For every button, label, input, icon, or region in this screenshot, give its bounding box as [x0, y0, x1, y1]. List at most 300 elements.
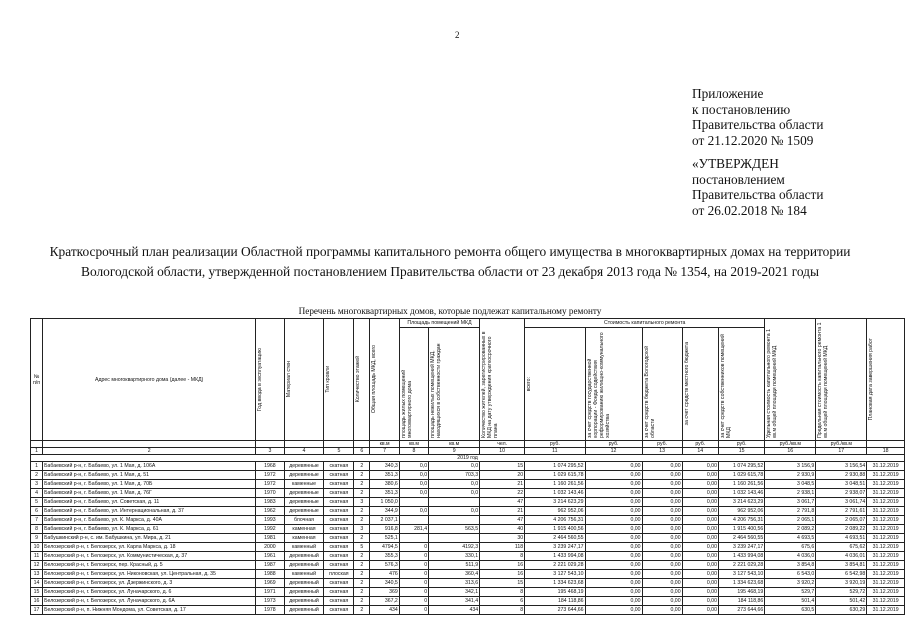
table-cell: 0,00 — [682, 516, 718, 525]
column-number: 11 — [525, 448, 585, 455]
table-cell: 476 — [370, 570, 399, 579]
table-cell: Бабаевский р-н, г. Бабаево, ул. 1 Мая, д. 51 — [43, 471, 256, 480]
table-cell: 5 — [31, 498, 43, 507]
table-cell: 118 — [480, 543, 525, 552]
table-cell: деревянный — [284, 552, 324, 561]
table-cell: 31.12.2019 — [867, 489, 905, 498]
table-cell: Бабаевский р-н, г. Бабаево, ул. Советская, д. 11 — [43, 498, 256, 507]
table-cell: 0,00 — [682, 471, 718, 480]
table-cell: 10 — [31, 543, 43, 552]
table-cell: 6 — [480, 597, 525, 606]
table-cell: 0,0 — [429, 507, 480, 516]
table-cell: 0,00 — [585, 462, 642, 471]
table-cell: 1 — [31, 462, 43, 471]
table-cell: 0 — [399, 597, 428, 606]
table-cell: деревянные — [284, 471, 324, 480]
table-cell: 3 239 247,17 — [525, 543, 585, 552]
table-cell: 2 464 560,55 — [525, 534, 585, 543]
table-cell: 3 854,81 — [816, 561, 867, 570]
table-cell: 281,4 — [399, 525, 428, 534]
year-label: 2019 год — [31, 455, 905, 462]
unit-label: кв.м — [370, 441, 399, 448]
header-cost-region: за счет средств бюджета Вологодской области — [642, 328, 682, 441]
unit-label: чел. — [480, 441, 525, 448]
header-residents: Количество жителей, зарегистрированных в МКД на дату утверждения краткосрочного плана — [480, 319, 525, 441]
table-cell: 351,3 — [370, 471, 399, 480]
table-cell: 0,0 — [429, 489, 480, 498]
table-cell: 3 048,51 — [816, 480, 867, 489]
header-year: Год ввода в эксплуатацию — [256, 319, 284, 441]
table-cell: 4 036,01 — [816, 552, 867, 561]
table-cell: 2 089,2 — [765, 525, 816, 534]
table-cell: 3 061,7 — [765, 498, 816, 507]
table-cell: 3 920,19 — [816, 579, 867, 588]
table-cell: 1 160 261,56 — [718, 480, 764, 489]
table-cell: 0,0 — [399, 462, 428, 471]
table-cell: 1972 — [256, 480, 284, 489]
table-cell: 313,6 — [429, 579, 480, 588]
table-row — [31, 516, 905, 525]
table-cell: 2 — [354, 570, 370, 579]
table-cell: Белозерский р-н, г. Белозерск, ул. Луначарского, д. 6А — [43, 597, 256, 606]
table-cell: 0,00 — [642, 570, 682, 579]
table-cell: 0,00 — [585, 516, 642, 525]
table-cell: 1993 — [256, 516, 284, 525]
table-cell: 0,0 — [399, 471, 428, 480]
column-number: 18 — [867, 448, 905, 455]
table-cell: 3 156,9 — [765, 462, 816, 471]
table-cell: каменная — [284, 525, 324, 534]
table-cell: 9 — [31, 534, 43, 543]
table-cell: 3 214 623,29 — [718, 498, 764, 507]
unit-label: кв.м — [429, 441, 480, 448]
table-cell: 2 — [354, 471, 370, 480]
table-cell: 3 048,5 — [765, 480, 816, 489]
table-cell: 0,00 — [682, 570, 718, 579]
table-cell: 11 — [31, 552, 43, 561]
table-cell: 4192,3 — [429, 543, 480, 552]
table-cell: Бабушкинский р-н, с. им. Бабушкина, ул. Мира, д. 21 — [43, 534, 256, 543]
table-cell: 8 — [480, 552, 525, 561]
table-cell: Белозерский р-н, г. Белозерск, пер. Красный, д. 5 — [43, 561, 256, 570]
column-number: 5 — [324, 448, 354, 455]
table-cell: 703,3 — [429, 471, 480, 480]
table-cell: 501,4 — [765, 597, 816, 606]
table-cell: 0,00 — [682, 525, 718, 534]
table-cell — [399, 534, 428, 543]
table-cell: 0,00 — [642, 534, 682, 543]
appendix-line: Правительства области — [692, 117, 824, 133]
table-cell: 31.12.2019 — [867, 480, 905, 489]
table-cell: Белозерский р-н, г. Белозерск, ул. Коммунистическая, д. 37 — [43, 552, 256, 561]
table-cell: скатная — [324, 516, 354, 525]
table-cell: 0,00 — [642, 579, 682, 588]
table-cell: 1981 — [256, 534, 284, 543]
table-cell: 4 206 756,31 — [718, 516, 764, 525]
table-cell: 0,00 — [585, 597, 642, 606]
appendix-line: от 21.12.2020 № 1509 — [692, 132, 814, 148]
table-cell: деревянный — [284, 597, 324, 606]
table-cell: 31.12.2019 — [867, 597, 905, 606]
header-cost-fund: за счет средств государственной корпорации - Фонда содействия реформированию жилищно-коммунального хозяйства — [585, 328, 642, 441]
table-cell: 0 — [399, 543, 428, 552]
table-cell: 3 127 543,10 — [718, 570, 764, 579]
table-cell: Бабаевский р-н, г. Бабаево, ул. Интернациональная, д. 37 — [43, 507, 256, 516]
column-number: 14 — [682, 448, 718, 455]
table-cell: 0 — [399, 561, 428, 570]
table-cell: 2 — [354, 534, 370, 543]
table-cell: 360,4 — [429, 570, 480, 579]
table-cell: 2 — [354, 597, 370, 606]
table-cell: 525,1 — [370, 534, 399, 543]
table-cell: плоская — [324, 570, 354, 579]
table-cell: 1970 — [256, 489, 284, 498]
table-row — [31, 489, 905, 498]
table-cell: 2 791,61 — [816, 507, 867, 516]
table-cell: 1 433 994,08 — [718, 552, 764, 561]
table-cell: 3 214 623,29 — [525, 498, 585, 507]
table-row — [31, 570, 905, 579]
table-subtitle: Перечень многоквартирных домов, которые подлежат капитальному ремонту — [298, 306, 602, 316]
table-cell: 2 791,8 — [765, 507, 816, 516]
table-cell: 6 542,98 — [816, 570, 867, 579]
table-cell: 3 061,74 — [816, 498, 867, 507]
document-title: Краткосрочный план реализации Областной программы капитального ремонта общего имущества в многоквартирных домах на территории Вологодской области, утвержденной постановлением Правительства области от 23 декабря 2013 года № 1354, на 2019-2021 годы — [49, 244, 851, 279]
header-area-group: Площадь помещений МКД — [399, 319, 479, 328]
table-cell: 1 915 400,56 — [718, 525, 764, 534]
header-no: № п/п — [31, 319, 43, 441]
table-cell: 0,00 — [585, 525, 642, 534]
table-cell: 3 — [354, 498, 370, 507]
table-cell: 0,00 — [585, 588, 642, 597]
appendix-line: к постановлению — [692, 101, 791, 117]
table-cell: 340,3 — [370, 462, 399, 471]
table-cell: 355,3 — [370, 552, 399, 561]
table-cell: 15 — [31, 588, 43, 597]
column-number: 17 — [816, 448, 867, 455]
table-cell: 2 221 029,28 — [718, 561, 764, 570]
table-row — [31, 588, 905, 597]
table-cell: 16 — [31, 597, 43, 606]
table-cell: 273 644,66 — [525, 606, 585, 615]
table-cell: 630,29 — [816, 606, 867, 615]
table-cell: 3 854,8 — [765, 561, 816, 570]
table-cell: 4 693,5 — [765, 534, 816, 543]
table-cell: 330,1 — [429, 552, 480, 561]
table-cell: 31.12.2019 — [867, 606, 905, 615]
approved-line: «УТВЕРЖДЕН — [692, 156, 779, 171]
table-cell: скатная — [324, 561, 354, 570]
table-cell: 2 — [354, 516, 370, 525]
table-cell: деревянные — [284, 507, 324, 516]
table-cell: 0 — [399, 588, 428, 597]
table-cell: 1 334 623,68 — [525, 579, 585, 588]
table-cell: 15 — [480, 462, 525, 471]
header-address: Адрес многоквартирного дома (далее - МКД) — [43, 319, 256, 441]
table-cell: 195 468,19 — [718, 588, 764, 597]
table-cell: 369 — [370, 588, 399, 597]
table-cell: каменный — [284, 570, 324, 579]
table-cell: 12 — [31, 561, 43, 570]
table-cell: скатная — [324, 498, 354, 507]
appendix-block — [692, 86, 823, 148]
table-cell: 2 037,1 — [370, 516, 399, 525]
table-cell: 916,8 — [370, 525, 399, 534]
table-cell: 31.12.2019 — [867, 525, 905, 534]
table-cell: деревянные — [284, 498, 324, 507]
table-cell: 13 — [31, 570, 43, 579]
table-cell: скатная — [324, 597, 354, 606]
table-cell: 31.12.2019 — [867, 543, 905, 552]
table-cell: 1973 — [256, 597, 284, 606]
approved-line: постановлением — [692, 171, 785, 187]
table-cell: 47 — [480, 516, 525, 525]
table-row — [31, 525, 905, 534]
table-cell: 962 952,06 — [525, 507, 585, 516]
header-cost-group: Стоимость капитального ремонта — [525, 319, 765, 328]
table-cell: 0,00 — [682, 561, 718, 570]
table-cell: 0,00 — [682, 606, 718, 615]
table-cell: 344,9 — [370, 507, 399, 516]
table-cell — [429, 516, 480, 525]
table-cell: 2 — [354, 579, 370, 588]
table-cell: 16 — [480, 561, 525, 570]
table-cell: 434 — [429, 606, 480, 615]
table-cell: 1987 — [256, 561, 284, 570]
units-row — [31, 441, 905, 448]
header-cost-total: всего: — [525, 328, 585, 441]
table-cell: 2 — [354, 552, 370, 561]
table-cell: 962 952,06 — [718, 507, 764, 516]
table-cell: Белозерский р-н, п. Нижняя Мондома, ул. Советская, д. 17 — [43, 606, 256, 615]
column-number: 13 — [642, 448, 682, 455]
table-cell: 2 065,1 — [765, 516, 816, 525]
table-cell: 31.12.2019 — [867, 471, 905, 480]
table-cell: 2 938,07 — [816, 489, 867, 498]
table-cell: 8 — [480, 588, 525, 597]
table-cell: Бабаевский р-н, г. Бабаево, ул. К. Маркса, д. 40А — [43, 516, 256, 525]
table-cell: скатная — [324, 588, 354, 597]
table-cell: 273 644,66 — [718, 606, 764, 615]
table-cell: 184 118,86 — [718, 597, 764, 606]
table-cell: 8 — [480, 606, 525, 615]
table-cell: 2 464 560,55 — [718, 534, 764, 543]
table-row — [31, 552, 905, 561]
table-cell: 40 — [480, 525, 525, 534]
unit-label: руб. — [682, 441, 718, 448]
table-cell: 0,00 — [642, 516, 682, 525]
table-cell: деревянный — [284, 561, 324, 570]
column-number: 16 — [765, 448, 816, 455]
table-cell: 675,62 — [816, 543, 867, 552]
table-row — [31, 507, 905, 516]
table-cell: 1969 — [256, 579, 284, 588]
table-cell: 2 089,22 — [816, 525, 867, 534]
table-cell: 0,00 — [682, 534, 718, 543]
table-row — [31, 561, 905, 570]
table-cell: скатная — [324, 543, 354, 552]
table-cell: 0 — [399, 552, 428, 561]
table-cell: 0,00 — [642, 525, 682, 534]
header-limit-cost: Предельная стоимость капитального ремонта 1 кв.м общей площади помещений МКД — [816, 319, 867, 441]
table-cell: 0,0 — [399, 507, 428, 516]
table-cell: 0,00 — [642, 507, 682, 516]
table-cell: 4 206 756,31 — [525, 516, 585, 525]
column-number: 2 — [43, 448, 256, 455]
column-number: 6 — [354, 448, 370, 455]
table-cell: блочная — [284, 516, 324, 525]
table-cell: 0,00 — [642, 498, 682, 507]
table-row — [31, 534, 905, 543]
table-cell: 1978 — [256, 606, 284, 615]
unit-label: руб. — [525, 441, 585, 448]
table-cell: 3 127 543,10 — [525, 570, 585, 579]
table-cell: 0 — [399, 579, 428, 588]
table-cell: 31.12.2019 — [867, 516, 905, 525]
table-cell: 31.12.2019 — [867, 570, 905, 579]
table-cell: деревянный — [284, 606, 324, 615]
table-cell: 0,00 — [642, 543, 682, 552]
table-cell: 15 — [480, 579, 525, 588]
table-cell: 1 032 143,46 — [525, 489, 585, 498]
column-number: 12 — [585, 448, 642, 455]
table-cell: 0,00 — [642, 480, 682, 489]
table-cell: 1 334 623,68 — [718, 579, 764, 588]
table-cell: 1 074 295,52 — [718, 462, 764, 471]
table-cell: 0,00 — [682, 579, 718, 588]
table-cell: 1992 — [256, 525, 284, 534]
table-cell: 2 065,07 — [816, 516, 867, 525]
table-cell: 367,2 — [370, 597, 399, 606]
table-cell: 3 920,2 — [765, 579, 816, 588]
header-floors: Количество этажей — [354, 319, 370, 441]
table-cell: 1961 — [256, 552, 284, 561]
repair-plan-table — [30, 318, 905, 615]
table-cell: 1 915 400,56 — [525, 525, 585, 534]
table-cell: 3 — [354, 525, 370, 534]
table-cell: скатная — [324, 552, 354, 561]
table-cell: скатная — [324, 579, 354, 588]
table-cell: 31.12.2019 — [867, 462, 905, 471]
table-cell: 8 — [31, 525, 43, 534]
table-cell: 0,00 — [585, 498, 642, 507]
table-cell: 1 160 261,56 — [525, 480, 585, 489]
table-cell: Белозерский р-н, г. Белозерск, ул. Никоновская, ул. Центральная, д. 35 — [43, 570, 256, 579]
table-cell — [399, 516, 428, 525]
table-cell: 0,0 — [399, 480, 428, 489]
table-cell: 351,3 — [370, 489, 399, 498]
table-cell: 0,00 — [682, 480, 718, 489]
table-cell: 2 930,88 — [816, 471, 867, 480]
table-cell: 0,00 — [585, 471, 642, 480]
table-cell: 4 693,51 — [816, 534, 867, 543]
table-cell: 31.12.2019 — [867, 498, 905, 507]
column-number: 15 — [718, 448, 764, 455]
table-cell: 0,00 — [585, 507, 642, 516]
table-cell: 195 468,19 — [525, 588, 585, 597]
table-cell: 16 — [480, 570, 525, 579]
table-cell: 17 — [31, 606, 43, 615]
table-cell: 1988 — [256, 570, 284, 579]
table-cell: 47 — [480, 498, 525, 507]
column-number: 9 — [429, 448, 480, 455]
table-cell: 1 074 295,52 — [525, 462, 585, 471]
table-cell: 630,5 — [765, 606, 816, 615]
unit-label: кв.м — [399, 441, 428, 448]
table-cell: 21 — [480, 507, 525, 516]
table-cell: 3 — [31, 480, 43, 489]
table-cell: 0,00 — [682, 498, 718, 507]
table-cell: 0,00 — [642, 552, 682, 561]
table-cell: 380,6 — [370, 480, 399, 489]
table-cell: 0,00 — [682, 588, 718, 597]
table-cell: 0,00 — [642, 471, 682, 480]
table-cell: 3 156,54 — [816, 462, 867, 471]
unit-label: руб. — [585, 441, 642, 448]
table-cell: 3 239 247,17 — [718, 543, 764, 552]
table-cell: 1 029 615,78 — [718, 471, 764, 480]
header-area-total: Общая площадь МКД, всего — [370, 319, 399, 441]
table-cell: 0,00 — [642, 489, 682, 498]
table-row — [31, 579, 905, 588]
table-cell: 2 — [354, 588, 370, 597]
table-cell: 2 — [354, 561, 370, 570]
table-cell: 0,0 — [399, 489, 428, 498]
table-cell — [429, 534, 480, 543]
header-cost-owners: за счет средств собственников помещений МКД — [718, 328, 764, 441]
table-cell: 1983 — [256, 498, 284, 507]
table-cell: 0,00 — [585, 543, 642, 552]
column-number: 10 — [480, 448, 525, 455]
table-cell: деревянные — [284, 462, 324, 471]
table-cell: 0,00 — [682, 507, 718, 516]
table-cell: 4 036,0 — [765, 552, 816, 561]
table-cell: скатная — [324, 534, 354, 543]
table-cell: 0,00 — [682, 552, 718, 561]
table-cell: 0,0 — [429, 462, 480, 471]
table-cell: 1972 — [256, 471, 284, 480]
table-cell: 31.12.2019 — [867, 534, 905, 543]
table-cell: 30 — [480, 534, 525, 543]
table-cell: 0 — [399, 570, 428, 579]
header-cost-local: за счет средств местного бюджета — [682, 328, 718, 441]
table-cell — [399, 498, 428, 507]
table-cell: 0,00 — [642, 588, 682, 597]
approved-line: Правительства области — [692, 187, 824, 203]
table-cell: 31.12.2019 — [867, 561, 905, 570]
table-cell: 2 — [354, 462, 370, 471]
table-cell: 0,00 — [585, 570, 642, 579]
table-cell: 0,00 — [642, 561, 682, 570]
table-cell: 1 050,0 — [370, 498, 399, 507]
column-number: 8 — [399, 448, 428, 455]
table-cell — [429, 498, 480, 507]
table-cell: 0,00 — [585, 552, 642, 561]
table-cell: 2 — [354, 489, 370, 498]
table-cell: Белозерский р-н, г. Белозерск, ул. Луначарского, д. 6 — [43, 588, 256, 597]
unit-label: руб./кв.м — [765, 441, 816, 448]
table-cell: 2 — [31, 471, 43, 480]
table-cell: 31.12.2019 — [867, 588, 905, 597]
table-cell: 2 — [354, 507, 370, 516]
table-row — [31, 606, 905, 615]
table-cell: 2 930,9 — [765, 471, 816, 480]
header-date: Плановая дата завершения работ — [867, 319, 905, 441]
header-area-res: площадь жилых помещений многоквартирного дома — [399, 328, 428, 441]
table-cell: 0,00 — [642, 597, 682, 606]
table-cell: 20 — [480, 471, 525, 480]
table-cell: 576,3 — [370, 561, 399, 570]
